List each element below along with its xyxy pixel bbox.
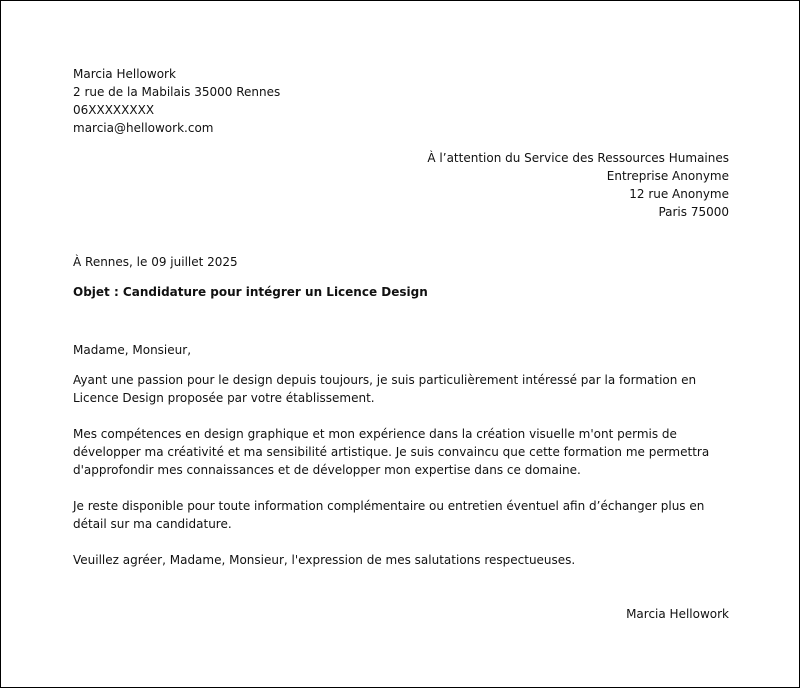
recipient-street: 12 rue Anonyme [629, 187, 729, 201]
sender-phone: 06XXXXXXXX [73, 103, 155, 117]
closing-formula: Veuillez agréer, Madame, Monsieur, l'expression de mes salutations respectueuses. [73, 553, 576, 567]
recipient-city: Paris 75000 [658, 205, 729, 219]
sender-address: 2 rue de la Mabilais 35000 Rennes [73, 85, 281, 99]
body-paragraph-2: Mes compétences en design graphique et mon expérience dans la création visuelle m'ont permis de développer ma créativité et ma sensibilité artistique. Je suis convaincu que cette formation me permettra d'approfondir mes connaissances et de développer mon expertise dans ce domaine. [73, 427, 710, 477]
recipient-company: Entreprise Anonyme [606, 169, 729, 183]
sender-email: marcia@hellowork.com [73, 121, 214, 135]
signature: Marcia Hellowork [626, 607, 729, 621]
subject-line: Objet : Candidature pour intégrer un Licence Design [73, 285, 428, 299]
recipient-attention: À l’attention du Service des Ressources Humaines [427, 151, 729, 165]
recipient-block [73, 149, 729, 221]
sender-name: Marcia Hellowork [73, 67, 176, 81]
date-line: À Rennes, le 09 juillet 2025 [73, 255, 238, 269]
sender-block [73, 65, 729, 137]
body-paragraph-3: Je reste disponible pour toute information complémentaire ou entretien éventuel afin d’échanger plus en détail sur ma candidature. [73, 499, 705, 531]
body-paragraph-1: Ayant une passion pour le design depuis toujours, je suis particulièrement intéressé par la formation en Licence Design proposée par votre établissement. [73, 373, 697, 405]
salutation: Madame, Monsieur, [73, 343, 192, 357]
